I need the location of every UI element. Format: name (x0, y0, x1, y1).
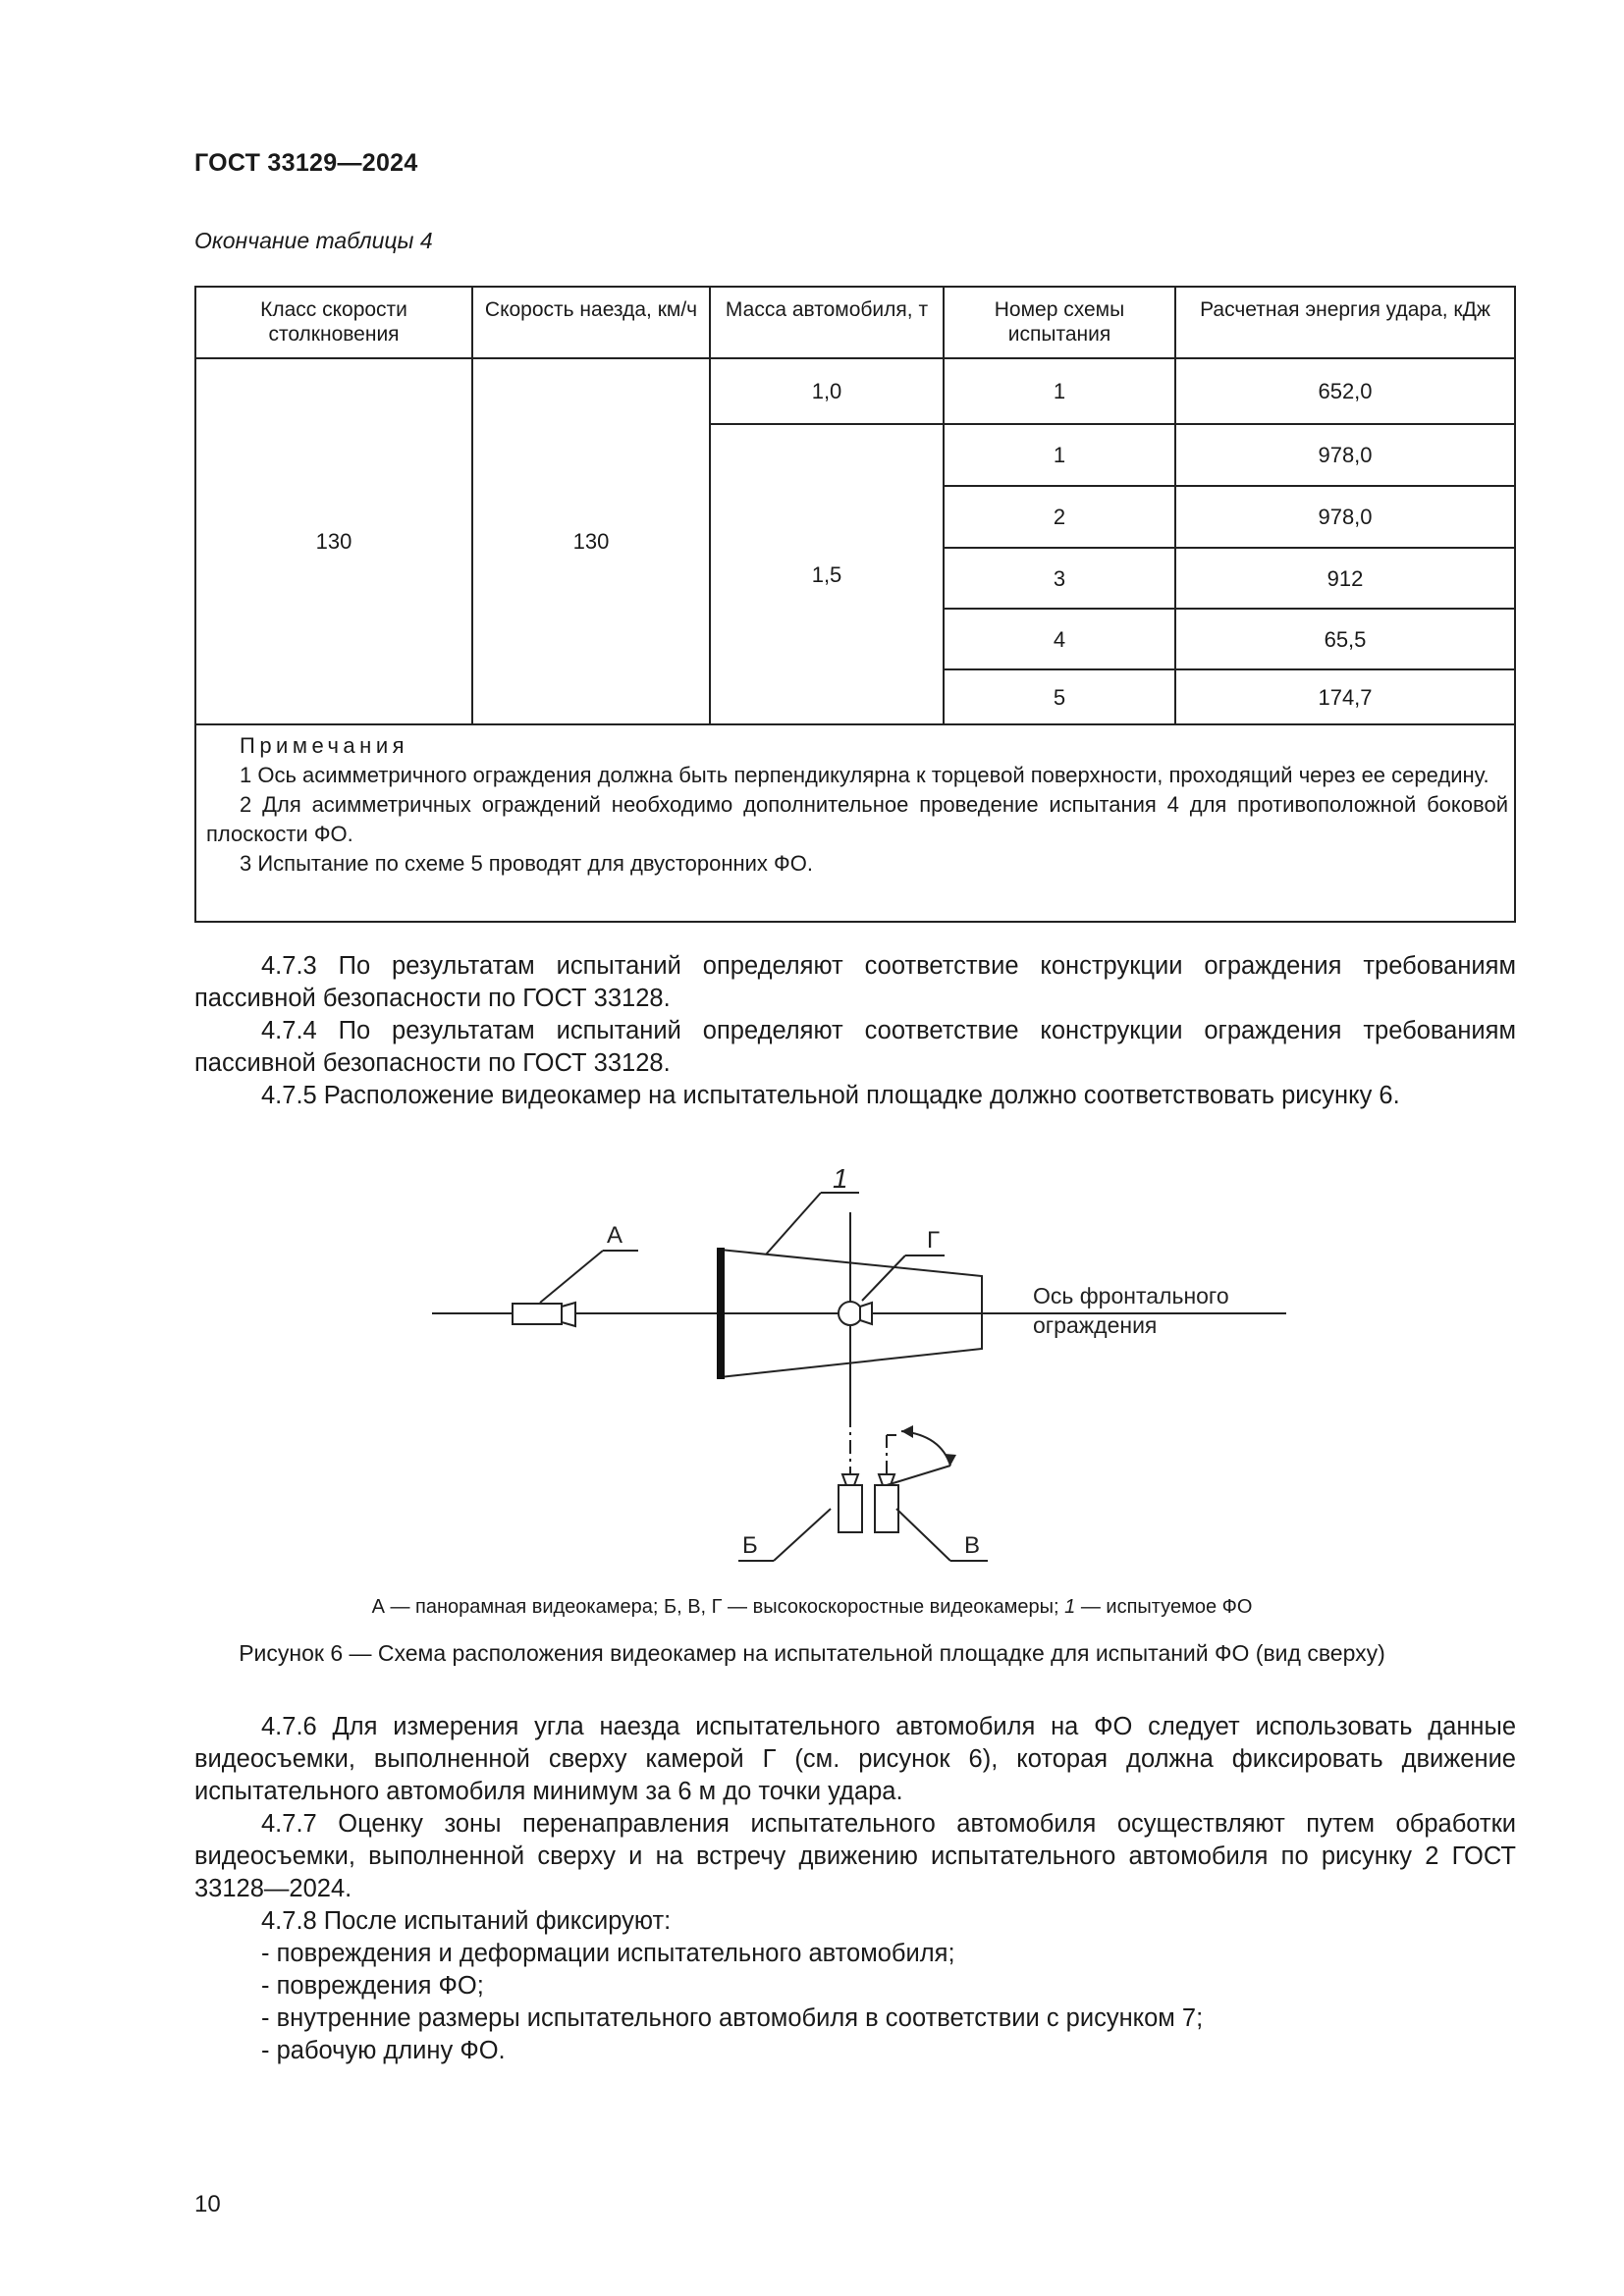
header-energy: Расчетная энергия удара, кДж (1200, 298, 1490, 321)
note-item: 2 Для асимметричных ограждений необходимо дополнительное проведение испытания 4 для противоположной боковой плоскости ФО. (206, 792, 1508, 846)
cell-energy: 652,0 (1318, 379, 1373, 403)
legend-text: — испытуемое ФО (1075, 1596, 1253, 1618)
cell-scheme: 4 (1053, 626, 1066, 652)
list-item: - рабочую длину ФО. (261, 2037, 506, 2064)
rotation-arrowhead-icon (901, 1425, 913, 1438)
leader-g (862, 1255, 905, 1301)
rotation-arc (901, 1431, 950, 1466)
paragraph-block-lower (194, 1711, 1516, 2067)
page-number: 10 (194, 2191, 221, 2217)
leader-a (540, 1251, 603, 1303)
camera-layout-diagram (0, 1139, 1624, 1571)
paragraph-4-7-5: 4.7.5 Расположение видеокамер на испытательной площадке должно соответствовать рисунку 6. (261, 1082, 1400, 1109)
cell-speed-class: 130 (315, 529, 352, 554)
list-item: - повреждения ФО; (261, 1972, 484, 2000)
cell-energy: 912 (1326, 565, 1364, 591)
label-camera-b: Б (742, 1532, 758, 1559)
label-camera-v: В (964, 1532, 981, 1559)
axis-label-line1: Ось фронтального (1033, 1283, 1229, 1308)
header-scheme: Номер схемы испытания (994, 298, 1125, 346)
note-item: 1 Ось асимметричного ограждения должна быть перпендикулярна к торцевой поверхности, проходящий через ее середину. (240, 763, 1489, 787)
test-object-impact-face (717, 1248, 725, 1379)
document-code: ГОСТ 33129—2024 (194, 149, 418, 177)
data-table (194, 286, 1516, 923)
label-test-object: 1 (833, 1163, 848, 1194)
leader-1 (766, 1193, 821, 1255)
header-speed-class: Класс скорости столкновения (260, 298, 407, 346)
cell-scheme: 5 (1053, 684, 1066, 710)
table-continuation-label: Окончание таблицы 4 (194, 228, 433, 253)
camera-v-body (875, 1485, 898, 1532)
cell-mass: 1,0 (811, 379, 842, 403)
cell-scheme: 3 (1053, 565, 1066, 591)
camera-g-body (839, 1302, 862, 1325)
paragraph-4-7-7: 4.7.7 Оценку зоны перенаправления испытательного автомобиля осуществляют путем обработки видеосъемки, выполненной сверху и на встречу движению испытательного автомобиля по рисунку 2 ГОСТ 33128—2024. (194, 1810, 1516, 1902)
camera-a-body (513, 1304, 562, 1324)
list-item: - повреждения и деформации испытательного автомобиля; (261, 1940, 955, 1967)
cell-scheme: 1 (1053, 443, 1066, 467)
leader-v (896, 1509, 950, 1561)
paragraph-4-7-6: 4.7.6 Для измерения угла наезда испытательного автомобиля на ФО следует использовать данные видеосъемки, выполненной сверху камерой Г (см. рисунок 6), которая должна фиксировать движение испытательного автомобиля минимум за 6 м до точки удара. (194, 1713, 1516, 1805)
camera-b-body (839, 1485, 862, 1532)
camera-g-lens (860, 1303, 872, 1324)
cell-scheme: 1 (1053, 379, 1066, 403)
cell-mass: 1,5 (811, 561, 842, 587)
label-camera-a: А (607, 1222, 623, 1249)
cell-energy: 978,0 (1318, 505, 1373, 529)
list-item: - внутренние размеры испытательного автомобиля в соответствии с рисунком 7; (261, 2004, 1204, 2032)
cell-energy: 174,7 (1318, 684, 1373, 710)
cell-energy: 978,0 (1318, 443, 1373, 467)
camera-a-lens (562, 1303, 575, 1326)
legend-text: А — панорамная видеокамера; Б, В, Г — высокоскоростные видеокамеры; (371, 1596, 1065, 1618)
notes-title: Примечания (240, 733, 409, 758)
table-notes-rule (196, 723, 1514, 725)
header-mass: Масса автомобиля, т (725, 298, 929, 321)
cell-speed: 130 (572, 529, 610, 554)
leader-b (774, 1509, 831, 1561)
header-speed: Скорость наезда, км/ч (484, 298, 698, 321)
cell-energy: 65,5 (1324, 626, 1367, 652)
rotation-ray (887, 1466, 950, 1485)
rotation-arrowhead-icon (945, 1454, 956, 1466)
paragraph-block-upper (194, 950, 1516, 1112)
note-item: 3 Испытание по схеме 5 проводят для двусторонних ФО. (240, 851, 813, 876)
paragraph-4-7-8: 4.7.8 После испытаний фиксируют: (261, 1907, 672, 1935)
figure-legend (0, 1596, 1624, 1619)
table-notes (206, 731, 1508, 879)
paragraph-4-7-4: 4.7.4 По результатам испытаний определяют соответствие конструкции ограждения требованиям пассивной безопасности по ГОСТ 33128. (194, 1017, 1516, 1077)
cell-scheme: 2 (1053, 505, 1066, 529)
legend-italic: 1 (1064, 1596, 1076, 1618)
label-camera-g: Г (927, 1227, 940, 1254)
camera-b-lens (842, 1474, 858, 1485)
paragraph-4-7-3: 4.7.3 По результатам испытаний определяют соответствие конструкции ограждения требованиям пассивной безопасности по ГОСТ 33128. (194, 952, 1516, 1012)
figure-caption: Рисунок 6 — Схема расположения видеокамер на испытательной площадке для испытаний ФО (вид сверху) (239, 1640, 1385, 1666)
axis-label-line2: ограждения (1033, 1312, 1158, 1338)
